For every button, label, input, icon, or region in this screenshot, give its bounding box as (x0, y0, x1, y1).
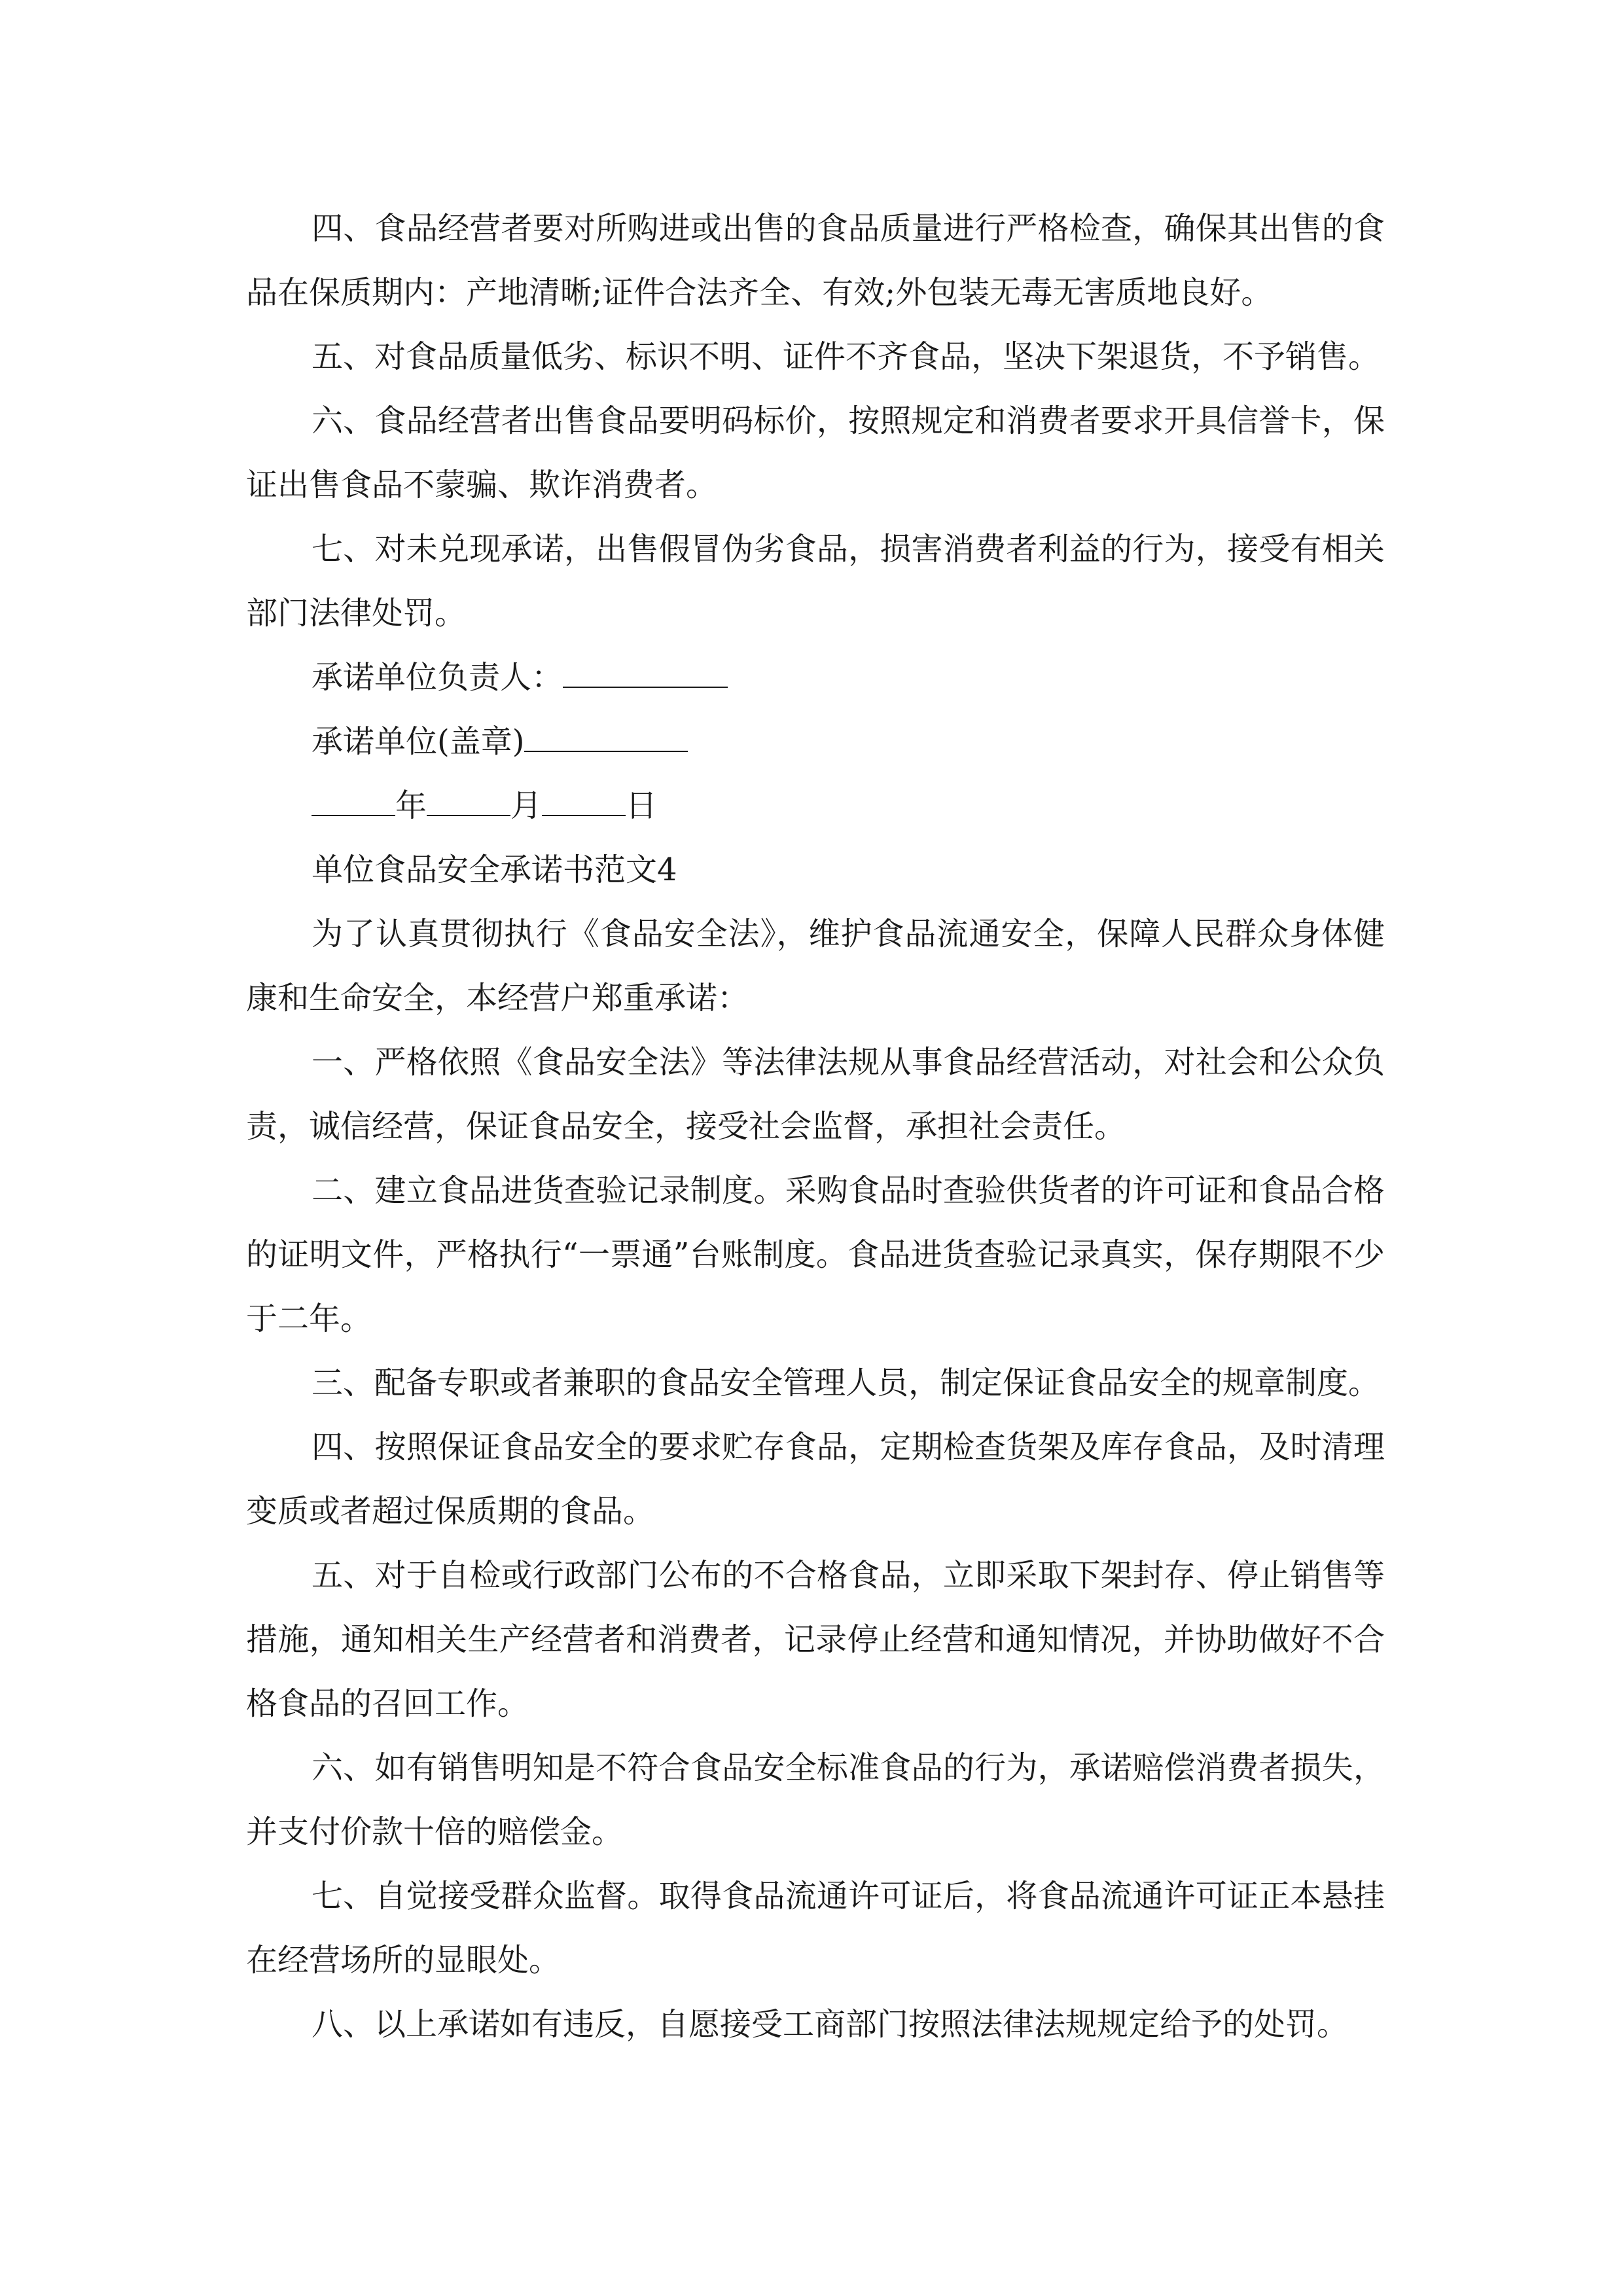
date-year-blank[interactable] (312, 789, 395, 816)
date-month-blank[interactable] (427, 789, 510, 816)
commitment-item-5: 五、对于自检或行政部门公布的不合格食品，立即采取下架封存、停止销售等措施，通知相关生产经营者和消费者，记录停止经营和通知情况，并协助做好不合格食品的召回工作。 (246, 1557, 1385, 1722)
paragraph-six: 六、食品经营者出售食品要明码标价，按照规定和消费者要求开具信誉卡，保证出售食品不蒙骗、欺诈消费者。 (246, 403, 1385, 503)
document-body (246, 196, 1385, 2056)
section-title: 单位食品安全承诺书范文4 (312, 852, 677, 888)
signature-unit-line (246, 709, 1385, 774)
paragraph-four: 四、食品经营者要对所购进或出售的食品质量进行严格检查，确保其出售的食品在保质期内：产地清晰;证件合法齐全、有效;外包装无毒无害质地良好。 (246, 210, 1385, 311)
commitment-item-6: 六、如有销售明知是不符合食品安全标准食品的行为，承诺赔偿消费者损失，并支付价款十倍的赔偿金。 (246, 1749, 1385, 1850)
paragraph-seven: 七、对未兑现承诺，出售假冒伪劣食品，损害消费者利益的行为，接受有相关部门法律处罚。 (246, 531, 1385, 632)
paragraph-five: 五、对食品质量低劣、标识不明、证件不齐食品，坚决下架退货，不予销售。 (312, 338, 1380, 375)
date-month-label: 月 (510, 787, 543, 824)
commitment-item-4: 四、按照保证食品安全的要求贮存食品，定期检查货架及库存食品，及时清理变质或者超过保质期的食品。 (246, 1429, 1385, 1530)
commitment-item-1: 一、严格依照《食品安全法》等法律法规从事食品经营活动，对社会和公众负责，诚信经营，保证食品安全，接受社会监督，承担社会责任。 (246, 1044, 1385, 1145)
commitment-item-8: 八、以上承诺如有违反，自愿接受工商部门按照法律法规规定给予的处罚。 (312, 2006, 1349, 2043)
date-day-blank[interactable] (542, 789, 626, 816)
signature-unit-blank[interactable] (524, 725, 688, 752)
signature-responsible-label: 承诺单位负责人： (312, 659, 563, 696)
date-year-label: 年 (395, 787, 427, 824)
signature-responsible-blank[interactable] (563, 660, 728, 688)
intro-paragraph: 为了认真贯彻执行《食品安全法》，维护食品流通安全，保障人民群众身体健康和生命安全，本经营户郑重承诺： (246, 916, 1385, 1016)
commitment-item-7: 七、自觉接受群众监督。取得食品流通许可证后，将食品流通许可证正本悬挂在经营场所的显眼处。 (246, 1878, 1385, 1979)
signature-date-line (246, 774, 1385, 838)
signature-unit-label: 承诺单位(盖章) (312, 723, 525, 760)
commitment-item-3: 三、配备专职或者兼职的食品安全管理人员，制定保证食品安全的规章制度。 (312, 1365, 1380, 1401)
commitment-item-2: 二、建立食品进货查验记录制度。采购食品时查验供货者的许可证和食品合格的证明文件，严格执行“一票通”台账制度。食品进货查验记录真实，保存期限不少于二年。 (246, 1172, 1385, 1337)
signature-responsible-line (246, 645, 1385, 709)
date-day-label: 日 (626, 787, 658, 824)
